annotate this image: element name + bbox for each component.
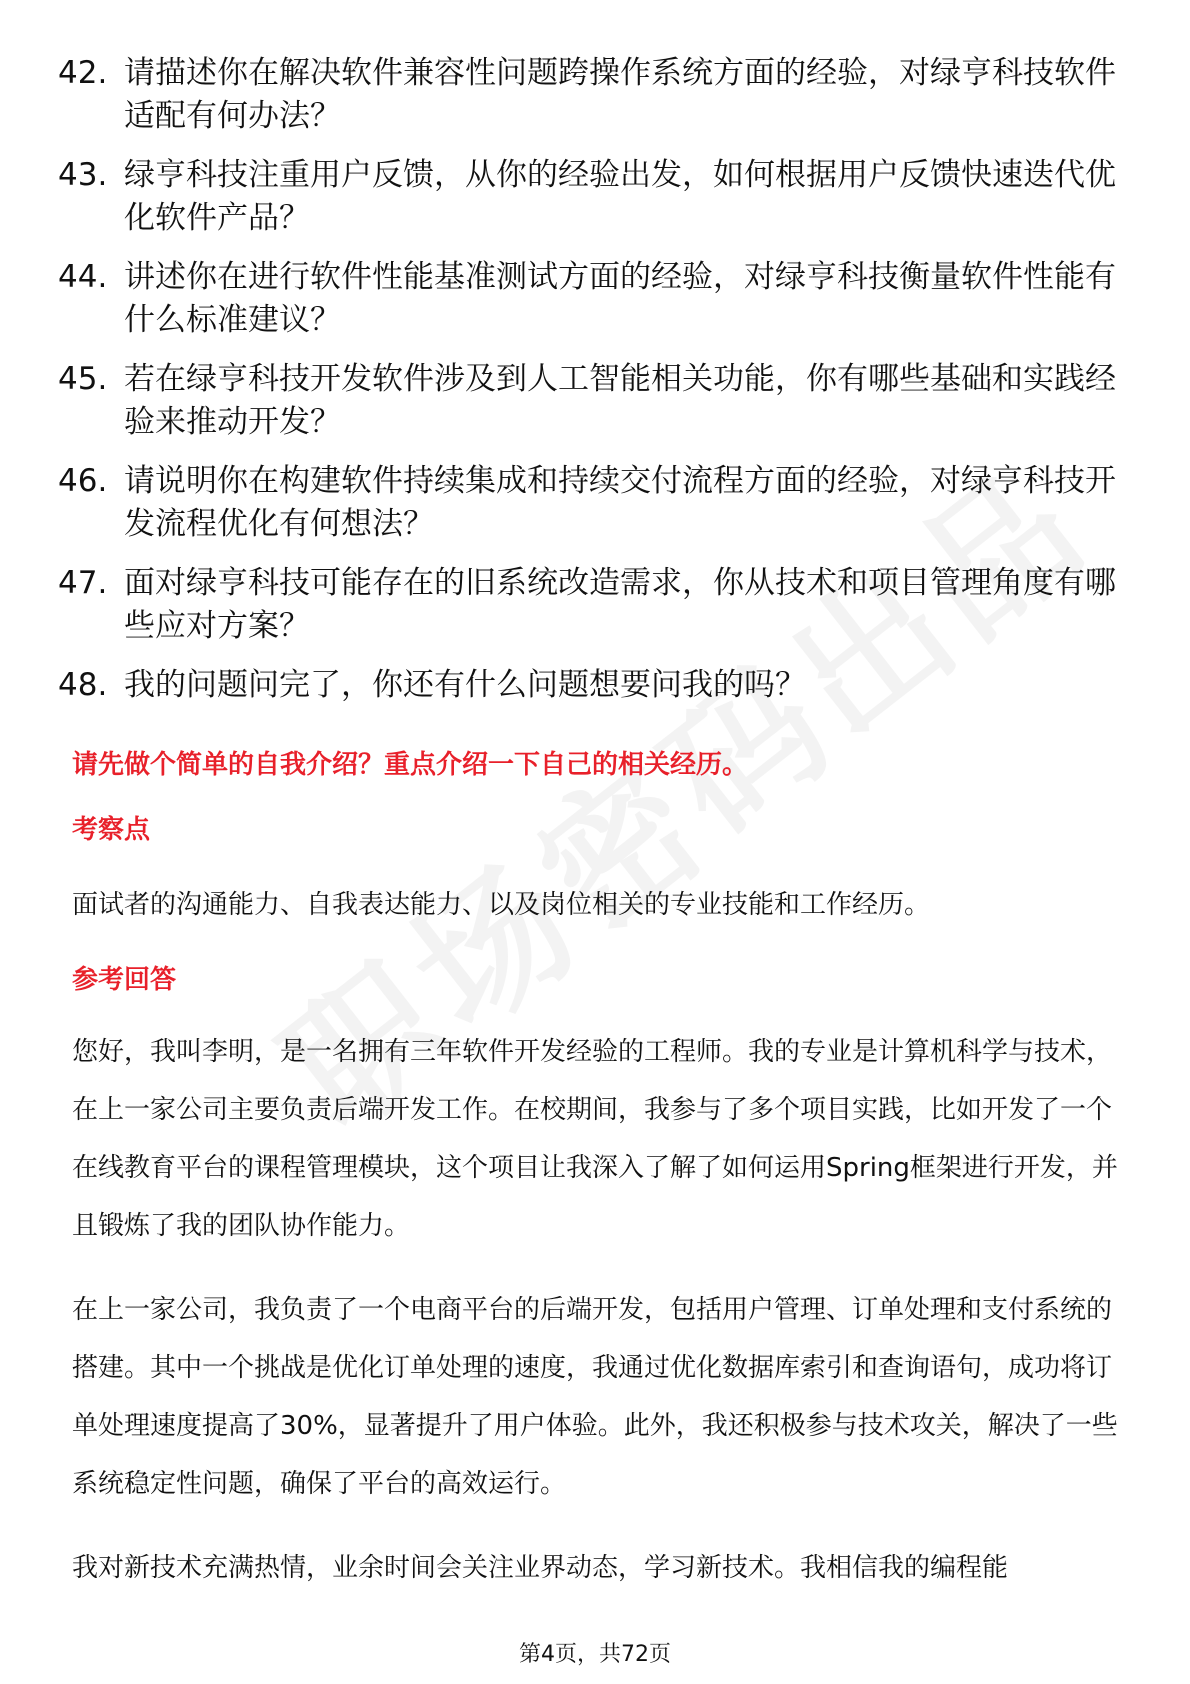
question-item — [58, 562, 1128, 648]
question-item — [58, 256, 1128, 342]
question-number: 43. — [58, 157, 108, 193]
question-number: 42. — [58, 55, 108, 91]
question-item — [58, 52, 1128, 138]
question-text: 绿亨科技注重用户反馈，从你的经验出发，如何根据用户反馈快速迭代优化软件产品？ — [124, 157, 1116, 236]
question-text: 请说明你在构建软件持续集成和持续交付流程方面的经验，对绿亨科技开发流程优化有何想法？ — [124, 463, 1116, 542]
question-item — [58, 664, 1128, 707]
question-number: 47. — [58, 565, 108, 601]
answer-paragraph: 我对新技术充满热情，业余时间会关注业界动态，学习新技术。我相信我的编程能 — [72, 1553, 1009, 1583]
question-number: 45. — [58, 361, 108, 397]
answer-paragraph: 您好，我叫李明，是一名拥有三年软件开发经验的工程师。我的专业是计算机科学与技术，在上一家公司主要负责后端开发工作。在校期间，我参与了多个项目实践，比如开发了一个在线教育平台的课程管理模块，这个项目让我深入了解了如何运用Spring框架进行开发，并且锻炼了我的团队协作能力。 — [72, 1037, 1118, 1241]
reference-answer-label: 参考回答 — [72, 965, 177, 995]
question-item — [58, 358, 1128, 444]
question-text: 面对绿亨科技可能存在的旧系统改造需求，你从技术和项目管理角度有哪些应对方案？ — [124, 565, 1116, 644]
page-number: 第4页，共72页 — [519, 1642, 671, 1667]
evaluation-point-label: 考察点 — [72, 815, 151, 845]
question-number: 44. — [58, 259, 108, 295]
question-text: 请描述你在解决软件兼容性问题跨操作系统方面的经验，对绿亨科技软件适配有何办法？ — [124, 55, 1116, 134]
answer-paragraph: 在上一家公司，我负责了一个电商平台的后端开发，包括用户管理、订单处理和支付系统的搭建。其中一个挑战是优化订单处理的速度，我通过优化数据库索引和查询语句，成功将订单处理速度提高了30%，显著提升了用户体验。此外，我还积极参与技术攻关，解决了一些系统稳定性问题，确保了平台的高效运行。 — [72, 1295, 1118, 1499]
question-item — [58, 460, 1128, 546]
question-list — [58, 52, 1128, 723]
question-number: 48. — [58, 667, 108, 703]
section-title: 请先做个简单的自我介绍？重点介绍一下自己的相关经历。 — [72, 750, 749, 780]
question-number: 46. — [58, 463, 108, 499]
reference-answer — [72, 1023, 1132, 1623]
evaluation-point-text: 面试者的沟通能力、自我表达能力、以及岗位相关的专业技能和工作经历。 — [72, 890, 931, 920]
question-text: 讲述你在进行软件性能基准测试方面的经验，对绿亨科技衡量软件性能有什么标准建议？ — [124, 259, 1116, 338]
question-item — [58, 154, 1128, 240]
question-text: 若在绿亨科技开发软件涉及到人工智能相关功能，你有哪些基础和实践经验来推动开发？ — [124, 361, 1116, 440]
question-text: 我的问题问完了，你还有什么问题想要问我的吗？ — [124, 667, 806, 703]
